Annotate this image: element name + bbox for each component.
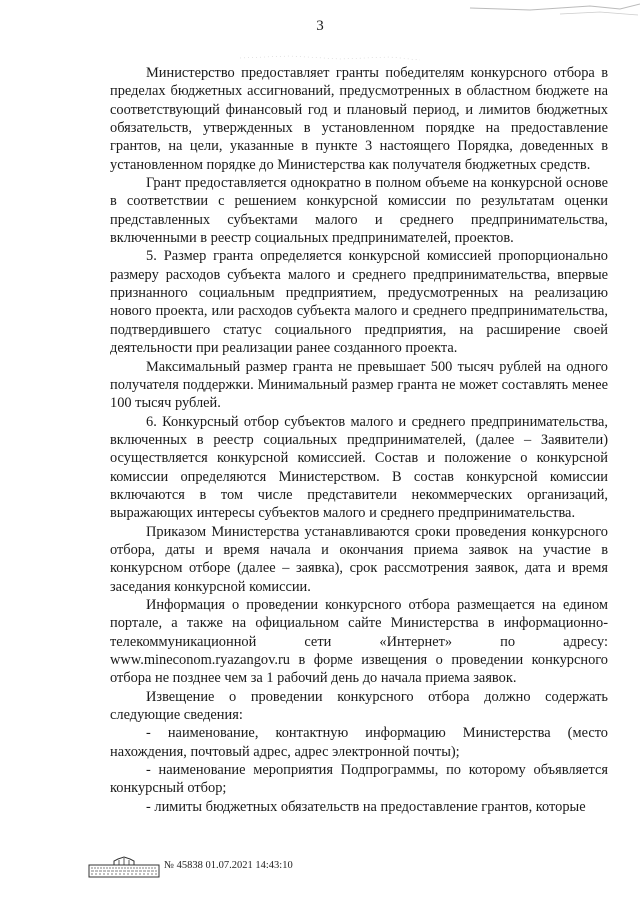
list-item-budget-limits: - лимиты бюджетных обязательств на предоставление грантов, которые: [146, 798, 586, 815]
list-item-event-name: - наименование мероприятия Подпрограммы, по которому объявляется конкурсный отбор;: [110, 762, 608, 797]
paragraph-grants-provision: Министерство предоставляет гранты победителям конкурсного отбора в пределах бюджетных ассигнований, предусмотренных в областном бюджете на соответствующий финансовый год и плановый период, и лимитов бюджетных обязательств, утвержденных в установленном порядке на предоставление грантов, на цели, указанные в пункте 3 настоящего Порядка, доведенных в установленном порядке до Министерства как получателя бюджетных средств.: [110, 65, 608, 173]
paragraph-grant-limits: Максимальный размер гранта не превышает 500 тысяч рублей на одного получателя поддержки. Минимальный размер гранта не может составлять менее 100 тысяч рублей.: [110, 358, 608, 412]
paragraph-clause-6: 6. Конкурсный отбор субъектов малого и среднего предпринимательства, включенных в реестр социальных предпринимателей, (далее – Заявители) осуществляется конкурсной комиссией. Состав и положение о конкурсной комиссии определяются Министерством. В состав конкурсной комиссии включаются в том числе представители некоммерческих организаций, выражающих интересы субъектов малого и среднего предпринимательства.: [110, 413, 608, 522]
registry-seal-icon: [88, 856, 160, 878]
registration-stamp: № 45838 01.07.2021 14:43:10: [164, 860, 293, 871]
paragraph-grant-once: Грант предоставляется однократно в полном объеме на конкурсной основе в соответствии с решением конкурсной комиссии по результатам оценки представленных субъектами малого и среднего предпринимательства, включенными в реестр социальных предпринимателей, проектов.: [110, 175, 608, 247]
paragraph-information-portal: Информация о проведении конкурсного отбора размещается на едином портале, а также на официальном сайте Министерства в информационно-телекоммуникационной сети «Интернет» по адресу: www.mineconom.ryazangov.ru в форме извещения о проведении конкурсного отбора не позднее чем за 1 рабочий день до начала приема заявок.: [110, 596, 608, 687]
paragraph-notice-contents: Извещение о проведении конкурсного отбора должно содержать следующие сведения:: [110, 688, 608, 724]
paragraph-clause-5: 5. Размер гранта определяется конкурсной комиссией пропорционально размеру расходов субъекта малого и среднего предпринимательства, впервые признанного социальным предприятием, предусмотренных на реализацию нового проекта, или расходов субъекта малого и среднего предпринимательства, подтвердившего статус социального предприятия, на расширение своей деятельности при реализации ранее созданного проекта.: [110, 248, 608, 357]
paragraph-order-deadlines: Приказом Министерства устанавливаются сроки проведения конкурсного отбора, даты и время начала и окончания приема заявок на участие в конкурсном отборе (далее – заявка), срок рассмотрения заявок, дата и время заседания конкурсной комиссии.: [110, 523, 608, 595]
list-item-name-contacts: - наименование, контактную информацию Министерства (место нахождения, почтовый адрес, адрес электронной почты);: [110, 725, 608, 760]
page-number: 3: [316, 18, 324, 34]
